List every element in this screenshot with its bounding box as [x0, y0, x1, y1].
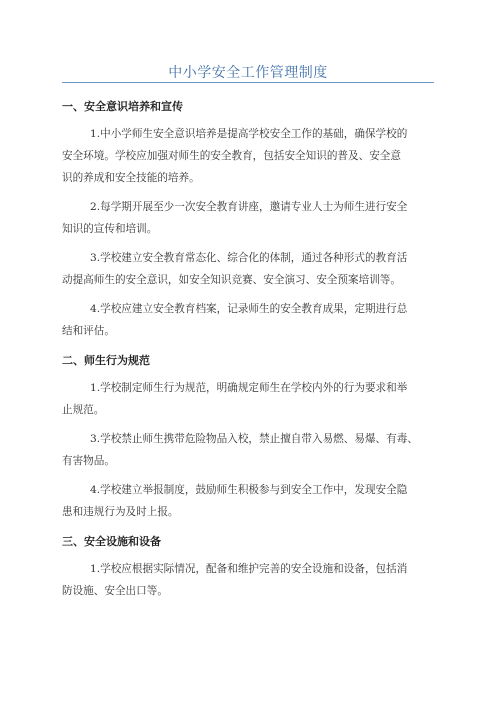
paragraph-line: 防设施、安全出口等。	[62, 585, 168, 597]
paragraph-line: 有害物品。	[62, 455, 115, 467]
paragraph-line: 1.中小学师生安全意识培养是提高学校安全工作的基础，确保学校的	[90, 128, 408, 140]
paragraph-line: 动提高师生的安全意识，如安全知识竞赛、安全演习、安全预案培训等。	[62, 274, 401, 286]
section-heading-2: 二、师生行为规范	[62, 354, 150, 367]
paragraph-line: 2.每学期开展至少一次安全教育讲座，邀请专业人士为师生进行安全	[90, 201, 408, 213]
paragraph-line: 患和违规行为及时上报。	[62, 506, 179, 518]
section-heading-1: 一、安全意识培养和宣传	[62, 100, 183, 113]
page-title: 中小学安全工作管理制度	[168, 65, 328, 81]
paragraph-line: 识的养成和安全技能的培养。	[62, 172, 200, 184]
title-divider	[62, 82, 434, 83]
paragraph-line: 4.学校建立举报制度，鼓励师生积极参与到安全工作中，发现安全隐	[90, 484, 408, 496]
paragraph-line: 3.学校建立安全教育常态化、综合化的体制，通过各种形式的教育活	[90, 252, 408, 264]
paragraph-line: 1.学校制定师生行为规范，明确规定师生在学校内外的行为要求和举	[90, 382, 408, 394]
paragraph-line: 结和评估。	[62, 325, 115, 337]
paragraph-line: 3.学校禁止师生携带危险物品入校，禁止擅自带入易燃、易爆、有毒、	[90, 433, 418, 445]
paragraph-line: 安全环境。学校应加强对师生的安全教育，包括安全知识的普及、安全意	[62, 150, 401, 162]
paragraph-line: 1.学校应根据实际情况，配备和维护完善的安全设施和设备，包括消	[90, 563, 408, 575]
paragraph-line: 知识的宣传和培训。	[62, 223, 158, 235]
paragraph-line: 4.学校应建立安全教育档案，记录师生的安全教育成果，定期进行总	[90, 303, 408, 315]
paragraph-line: 止规范。	[62, 404, 105, 416]
section-heading-3: 三、安全设施和设备	[62, 535, 161, 548]
